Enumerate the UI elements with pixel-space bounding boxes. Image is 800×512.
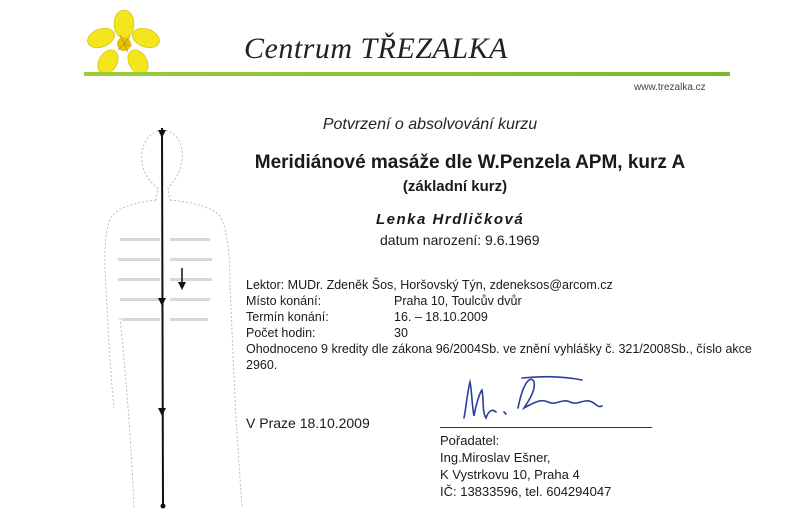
- organizer-ids: IČ: 13833596, tel. 604294047: [440, 484, 612, 499]
- course-name: Meridiánové masáže dle W.Penzela APM, kurz A: [254, 152, 686, 173]
- date-row: [246, 309, 786, 325]
- hours-value: 30: [394, 326, 408, 340]
- certificate-title: Potvrzení o absolvování kurzu: [322, 116, 538, 133]
- organizer-label: Pořadatel:: [440, 433, 500, 448]
- hours-row: [246, 325, 786, 341]
- venue-value: Praha 10, Toulcův dvůr: [394, 294, 522, 308]
- course-subtitle: (základní kurz): [402, 178, 508, 195]
- lector-line: Lektor: MUDr. Zdeněk Šos, Horšovský Týn, zdeneksos@arcom.cz: [246, 278, 613, 292]
- organizer-block: [440, 432, 611, 500]
- course-details: [246, 277, 786, 373]
- hours-label: Počet hodin:: [246, 326, 316, 340]
- venue-label: Místo konání:: [246, 294, 322, 308]
- birth-date: datum narození: 9.6.1969: [380, 232, 540, 248]
- date-value: 16. – 18.10.2009: [394, 310, 488, 324]
- organizer-address: K Vystrkovu 10, Praha 4: [440, 467, 580, 482]
- place-and-date: V Praze 18.10.2009: [246, 415, 370, 431]
- evaluation-text: Ohodnoceno 9 kredity dle zákona 96/2004Sb. ve znění vyhlášky č. 321/2008Sb., číslo akce 2960.: [246, 342, 752, 372]
- date-label: Termín konání:: [246, 310, 329, 324]
- website-link[interactable]: www.trezalka.cz: [634, 82, 706, 93]
- header-divider: [84, 72, 730, 76]
- signature-image: [452, 368, 612, 428]
- participant-name: Lenka Hrdličková: [376, 211, 525, 228]
- organizer-name: Ing.Miroslav Ešner,: [440, 450, 551, 465]
- flower-logo-icon: [84, 8, 164, 80]
- brand-title: Centrum TŘEZALKA: [244, 32, 508, 65]
- venue-row: [246, 293, 786, 309]
- signature-line: [440, 427, 652, 428]
